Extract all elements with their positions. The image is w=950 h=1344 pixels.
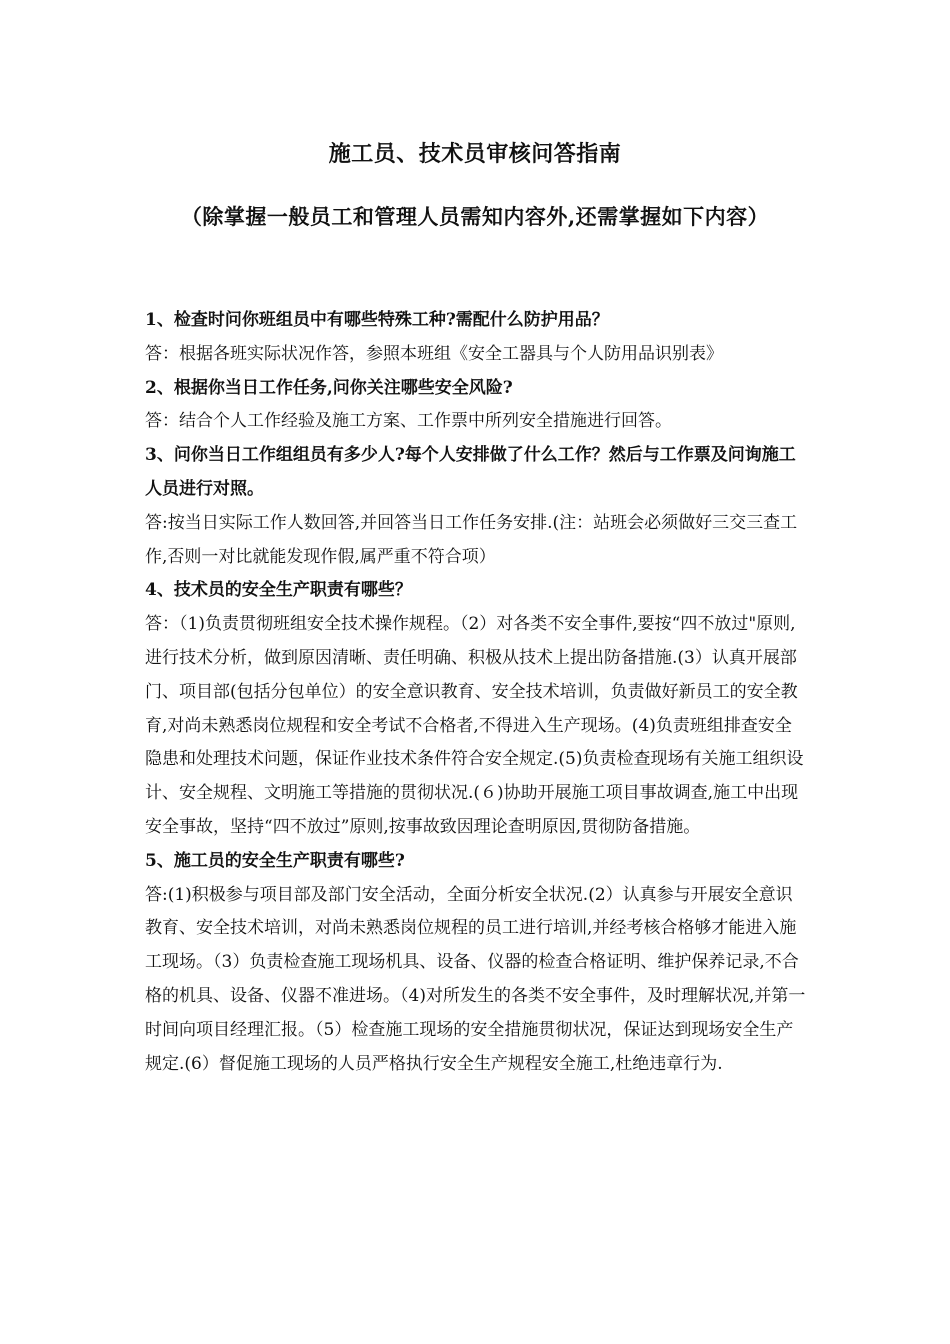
document-title: 施工员、技术员审核问答指南 [328, 141, 622, 167]
question-4: 4、技术员的安全生产职责有哪些？ [145, 580, 412, 601]
answer-3: 答:按当日实际工作人数回答,并回答当日工作任务安排.(注：站班会必须做好三交三查工作,否则一对比就能发现作假,属严重不符合项） [145, 512, 798, 567]
qa-list [145, 304, 808, 1081]
answer-4: 答：（1)负责贯彻班组安全技术操作规程。（2）对各类不安全事件,要按“四不放过"原则,进行技术分析，做到原因清晰、责任明确、积极从技术上提出防备措施.(3）认真开展部门、项目部(包括分包单位）的安全意识教育、安全技术培训，负责做好新员工的安全教育,对尚未熟悉岗位规程和安全考试不合格者,不得进入生产现场。(4)负责班组排查安全隐患和处理技术问题，保证作业技术条件符合安全规定.(5)负责检查现场有关施工组织设计、安全规程、文明施工等措施的贯彻状况.(６)协助开展施工项目事故调查,施工中出现安全事故，坚持“四不放过”原则,按事故致因理论查明原因,贯彻防备措施。 [145, 614, 804, 837]
question-1: 1、检查时问你班组员中有哪些特殊工种?需配什么防护用品？ [145, 310, 609, 330]
question-2: 2、根据你当日工作任务,问你关注哪些安全风险? [145, 377, 513, 398]
document-subtitle: （除掌握一般员工和管理人员需知内容外,还需掌握如下内容） [180, 204, 770, 229]
question-5: 5、施工员的安全生产职责有哪些? [145, 850, 405, 871]
answer-5: 答:(1)积极参与项目部及部门安全活动，全面分析安全状况.(2）认真参与开展安全意识教育、安全技术培训，对尚未熟悉岗位规程的员工进行培训,并经考核合格够才能进入施工现场。（3）负责检查施工现场机具、设备、仪器的检查合格证明、维护保养记录,不合格的机具、设备、仪器不准进场。（4)对所发生的各类不安全事件，及时理解状况,并第一时间向项目经理汇报。（5）检查施工现场的安全措施贯彻状况，保证达到现场安全生产规定.(6）督促施工现场的人员严格执行安全生产规程安全施工,杜绝违章行为. [145, 884, 806, 1074]
answer-1: 答：根据各班实际状况作答，参照本班组《安全工器具与个人防用品识别表》 [145, 343, 723, 364]
question-3: 3、问你当日工作组组员有多少人?每个人安排做了什么工作？然后与工作票及问询施工人员进行对照。 [145, 445, 796, 499]
answer-2: 答：结合个人工作经验及施工方案、工作票中所列安全措施进行回答。 [145, 411, 672, 432]
